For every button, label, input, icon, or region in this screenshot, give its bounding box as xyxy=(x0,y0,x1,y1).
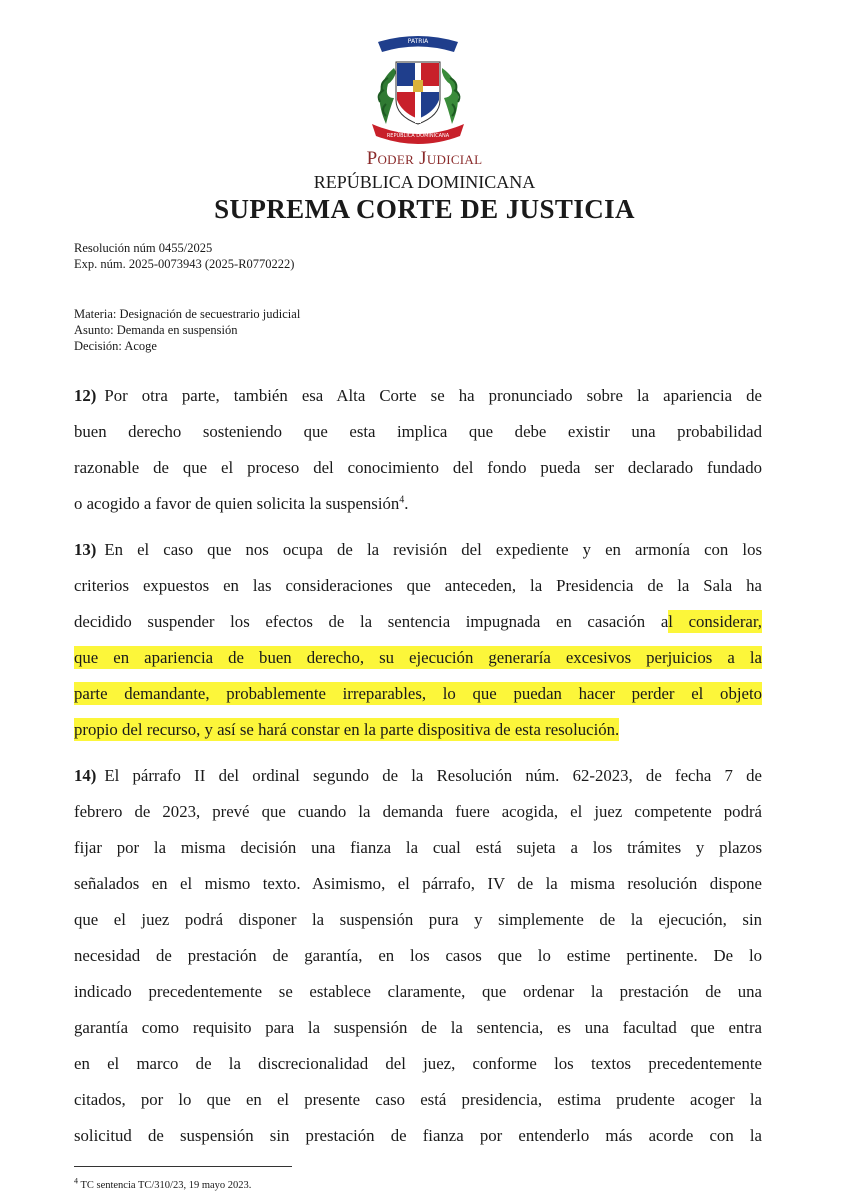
paragraph-number: 14) xyxy=(74,766,97,785)
highlighted-text: parte demandante, probablemente irreparables, lo que puedan hacer perder el objeto xyxy=(74,684,762,703)
country-name: REPÚBLICA DOMINICANA xyxy=(313,172,536,192)
paragraph-text: criterios expuestos en las consideraciones que anteceden, la Presidencia de la Sala ha xyxy=(74,576,762,595)
paragraph-text: en el marco de la discrecionalidad del juez, conforme los textos precedentemente xyxy=(74,1054,762,1073)
case-reference xyxy=(74,240,294,272)
paragraph-text: necesidad de prestación de garantía, en los casos que lo estime pertinente. De lo xyxy=(74,946,762,965)
paragraph-number: 12) xyxy=(74,386,97,405)
paragraph-text: razonable de que el proceso del conocimiento del fondo pueda ser declarado fundado xyxy=(74,458,762,477)
materia: Materia: Designación de secuestrario judicial xyxy=(74,307,301,321)
resolution-number: Resolución núm 0455/2025 xyxy=(74,241,213,255)
paragraph-14 xyxy=(74,758,762,1154)
paragraph-text: o acogido a favor de quien solicita la suspensión xyxy=(74,494,400,513)
paragraph-text: . xyxy=(404,494,409,513)
paragraph-text: febrero de 2023, prevé que cuando la demanda fuere acogida, el juez competente podrá xyxy=(74,802,762,821)
footnote-ref[interactable]: 4 xyxy=(399,494,405,506)
paragraph-text: solicitud de suspensión sin prestación de fianza por entenderlo más acorde con la xyxy=(74,1126,762,1145)
paragraph-text: fijar por la misma decisión una fianza la cual está sujeta a los trámites y plazos xyxy=(74,838,762,857)
highlighted-text: que en apariencia de buen derecho, su ejecución generaría excesivos perjuicios a la xyxy=(74,648,762,667)
paragraph-text: En el caso que nos ocupa de la revisión del expediente y en armonía con los xyxy=(104,540,762,559)
highlighted-text: l considerar, xyxy=(668,612,762,631)
case-details xyxy=(74,306,300,354)
footnote-divider xyxy=(74,1166,292,1167)
court-name: SUPREMA CORTE DE JUSTICIA xyxy=(214,194,635,224)
paragraph-text: garantía como requisito para la suspensión de la sentencia, es una facultad que entra xyxy=(74,1018,762,1037)
paragraph-number: 13) xyxy=(74,540,97,559)
institution-name: Poder Judicial xyxy=(366,148,483,169)
paragraph-text: señalados en el mismo texto. Asimismo, el párrafo, IV de la misma resolución dispone xyxy=(74,874,762,893)
paragraph-text: que el juez podrá disponer la suspensión pura y simplemente de la ejecución, sin xyxy=(74,910,762,929)
paragraph-text: El párrafo II del ordinal segundo de la Resolución núm. 62-2023, de fecha 7 de xyxy=(104,766,762,785)
expedient-number: Exp. núm. 2025-0073943 (2025-R0770222) xyxy=(74,257,295,271)
asunto: Asunto: Demanda en suspensión xyxy=(74,323,238,337)
paragraph-text: indicado precedentemente se establece claramente, que ordenar la prestación de una xyxy=(74,982,762,1001)
paragraph-text: citados, por lo que en el presente caso está presidencia, estima prudente acoger la xyxy=(74,1090,762,1109)
paragraph-text: buen derecho sosteniendo que esta implica que debe existir una probabilidad xyxy=(74,422,762,441)
footnote xyxy=(74,1176,252,1191)
footnote-number: 4 xyxy=(74,1176,78,1186)
decision: Decisión: Acoge xyxy=(74,339,157,353)
highlighted-text: propio del recurso, y así se hará constar en la parte dispositiva de esta resolución. xyxy=(74,720,620,739)
paragraph-text: decidido suspender los efectos de la sentencia impugnada en casación a xyxy=(74,612,669,631)
svg-text:REPÚBLICA DOMINICANA: REPÚBLICA DOMINICANA xyxy=(386,133,450,139)
svg-text:PATRIA: PATRIA xyxy=(407,38,429,45)
coat-of-arms-icon xyxy=(364,28,472,146)
footnote-text: TC sentencia TC/310/23, 19 mayo 2023. xyxy=(80,1180,252,1191)
paragraph-text: Por otra parte, también esa Alta Corte se ha pronunciado sobre la apariencia de xyxy=(104,386,762,405)
paragraph-13 xyxy=(74,532,762,748)
paragraph-12 xyxy=(74,378,762,522)
